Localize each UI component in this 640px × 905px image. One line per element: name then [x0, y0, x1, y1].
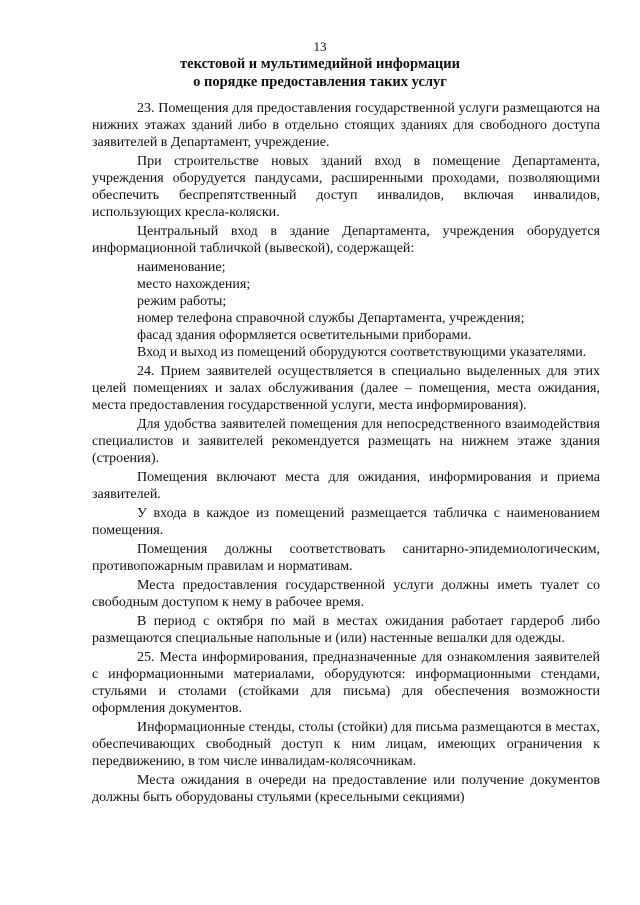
paragraph: Центральный вход в здание Департамента, учреждения оборудуется информационной табличкой (вывеской), содержащей: — [92, 224, 600, 256]
list-item: место нахождения; — [137, 277, 251, 292]
page-number: 13 — [313, 39, 327, 54]
paragraph-25: 25. Места информирования, предназначенные для ознакомления заявителей с информационными материалами, оборудуются: информационными стендами, стульями и столами (стойками для письма) для обеспечения возможности оформления документов. — [92, 650, 600, 716]
list-item: номер телефона справочной службы Департамента, учреждения; — [137, 311, 525, 326]
paragraph: Помещения включают места для ожидания, информирования и приема заявителей. — [92, 470, 600, 502]
paragraph-23: 23. Помещения для предоставления государственной услуги размещаются на нижних этажах зданий либо в отдельно стоящих зданиях для свободного доступа заявителей в Департамент, учреждение. — [92, 101, 600, 150]
list-item: фасад здания оформляется осветительными приборами. — [137, 328, 472, 343]
section-heading-line-1: текстовой и мультимедийной информации — [180, 56, 460, 72]
paragraph: Для удобства заявителей помещения для непосредственного взаимодействия специалистов и заявителей рекомендуется размещать на нижнем этаже здания (строения). — [92, 417, 600, 466]
paragraph: Информационные стенды, столы (стойки) для письма размещаются в местах, обеспечивающих свободный доступ к ним лицам, имеющих ограничения к передвижению, в том числе инвалидам-колясочникам. — [92, 720, 600, 769]
paragraph: При строительстве новых зданий вход в помещение Департамента, учреждения оборудуется пандусами, расширенными проходами, позволяющими обеспечить беспрепятственный доступ инвалидов, включая инвалидов, использующих кресла-коляски. — [92, 154, 600, 220]
paragraph-24: 24. Прием заявителей осуществляется в специально выделенных для этих целей помещениях и залах обслуживания (далее – помещения, места ожидания, места предоставления государственной услуги, места информирования). — [92, 364, 600, 413]
paragraph: Места предоставления государственной услуги должны иметь туалет со свободным доступом к нему в рабочее время. — [92, 578, 600, 610]
paragraph: В период с октября по май в местах ожидания работает гардероб либо размещаются специальные напольные и (или) настенные вешалки для одежды. — [92, 614, 600, 646]
body-text — [92, 100, 600, 808]
list-item: режим работы; — [137, 294, 227, 309]
section-heading-line-2: о порядке предоставления таких услуг — [193, 74, 447, 90]
list-item: наименование; — [137, 260, 226, 275]
paragraph: Помещения должны соответствовать санитарно-эпидемиологическим, противопожарным правилам и нормативам. — [92, 542, 600, 574]
paragraph: У входа в каждое из помещений размещается табличка с наименованием помещения. — [92, 506, 600, 538]
paragraph: Вход и выход из помещений оборудуются соответствующими указателями. — [137, 345, 587, 360]
paragraph: Места ожидания в очереди на предоставление или получение документов должны быть оборудованы стульями (кресельными секциями) — [92, 773, 600, 805]
